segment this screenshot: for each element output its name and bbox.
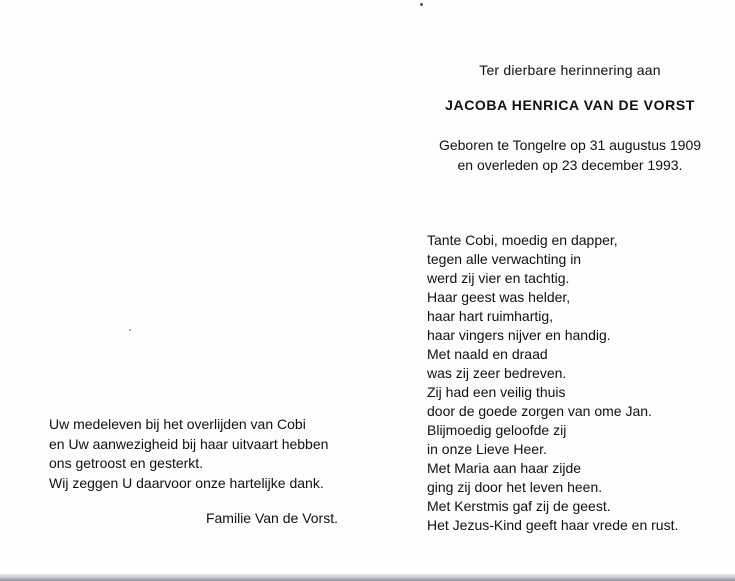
poem-line: tegen alle verwachting in (427, 251, 582, 267)
intro-text: Ter dierbare herinnering aan (479, 62, 661, 78)
poem-line: Met Kerstmis gaf zij de geest. (427, 498, 611, 514)
poem-line: Het Jezus-Kind geeft haar vrede en rust. (427, 517, 679, 533)
poem-line: Zij had een veilig thuis (427, 384, 566, 400)
deceased-name: JACOBA HENRICA VAN DE VORST (445, 97, 695, 113)
poem-line: haar vingers nijver en handig. (427, 327, 611, 343)
life-dates (410, 135, 730, 175)
paper-speck (129, 329, 131, 331)
thanks-message (49, 415, 349, 493)
paper-speck (420, 3, 423, 6)
poem-line: ging zij door het leven heen. (427, 479, 603, 495)
poem-line: Met Maria aan haar zijde (427, 460, 582, 476)
poem-line: Met naald en draad (427, 346, 548, 362)
poem-line: was zij zeer bedreven. (427, 365, 567, 381)
poem-line: haar hart ruimhartig, (427, 308, 554, 324)
death-line: en overleden op 23 december 1993. (457, 157, 683, 173)
thanks-line: Wij zeggen U daarvoor onze hartelijke dank. (49, 474, 324, 491)
poem-line: werd zij vier en tachtig. (427, 270, 570, 286)
birth-line: Geboren te Tongelre op 31 augustus 1909 (438, 137, 702, 153)
poem (427, 231, 727, 535)
poem-line: Haar geest was helder, (427, 289, 571, 305)
thanks-line: ons getroost en gesterkt. (49, 455, 204, 471)
poem-line: Blijmoedig geloofde zij (427, 422, 567, 438)
poem-line: door de goede zorgen van ome Jan. (427, 403, 652, 419)
poem-line: in onze Lieve Heer. (427, 441, 547, 457)
thanks-line: en Uw aanwezigheid bij haar uitvaart hebben (49, 435, 329, 452)
thanks-line: Uw medeleven bij het overlijden van Cobi (49, 416, 306, 432)
scan-bottom-edge (0, 574, 735, 581)
family-signature: Familie Van de Vorst. (205, 510, 338, 526)
poem-line: Tante Cobi, moedig en dapper, (427, 232, 618, 248)
